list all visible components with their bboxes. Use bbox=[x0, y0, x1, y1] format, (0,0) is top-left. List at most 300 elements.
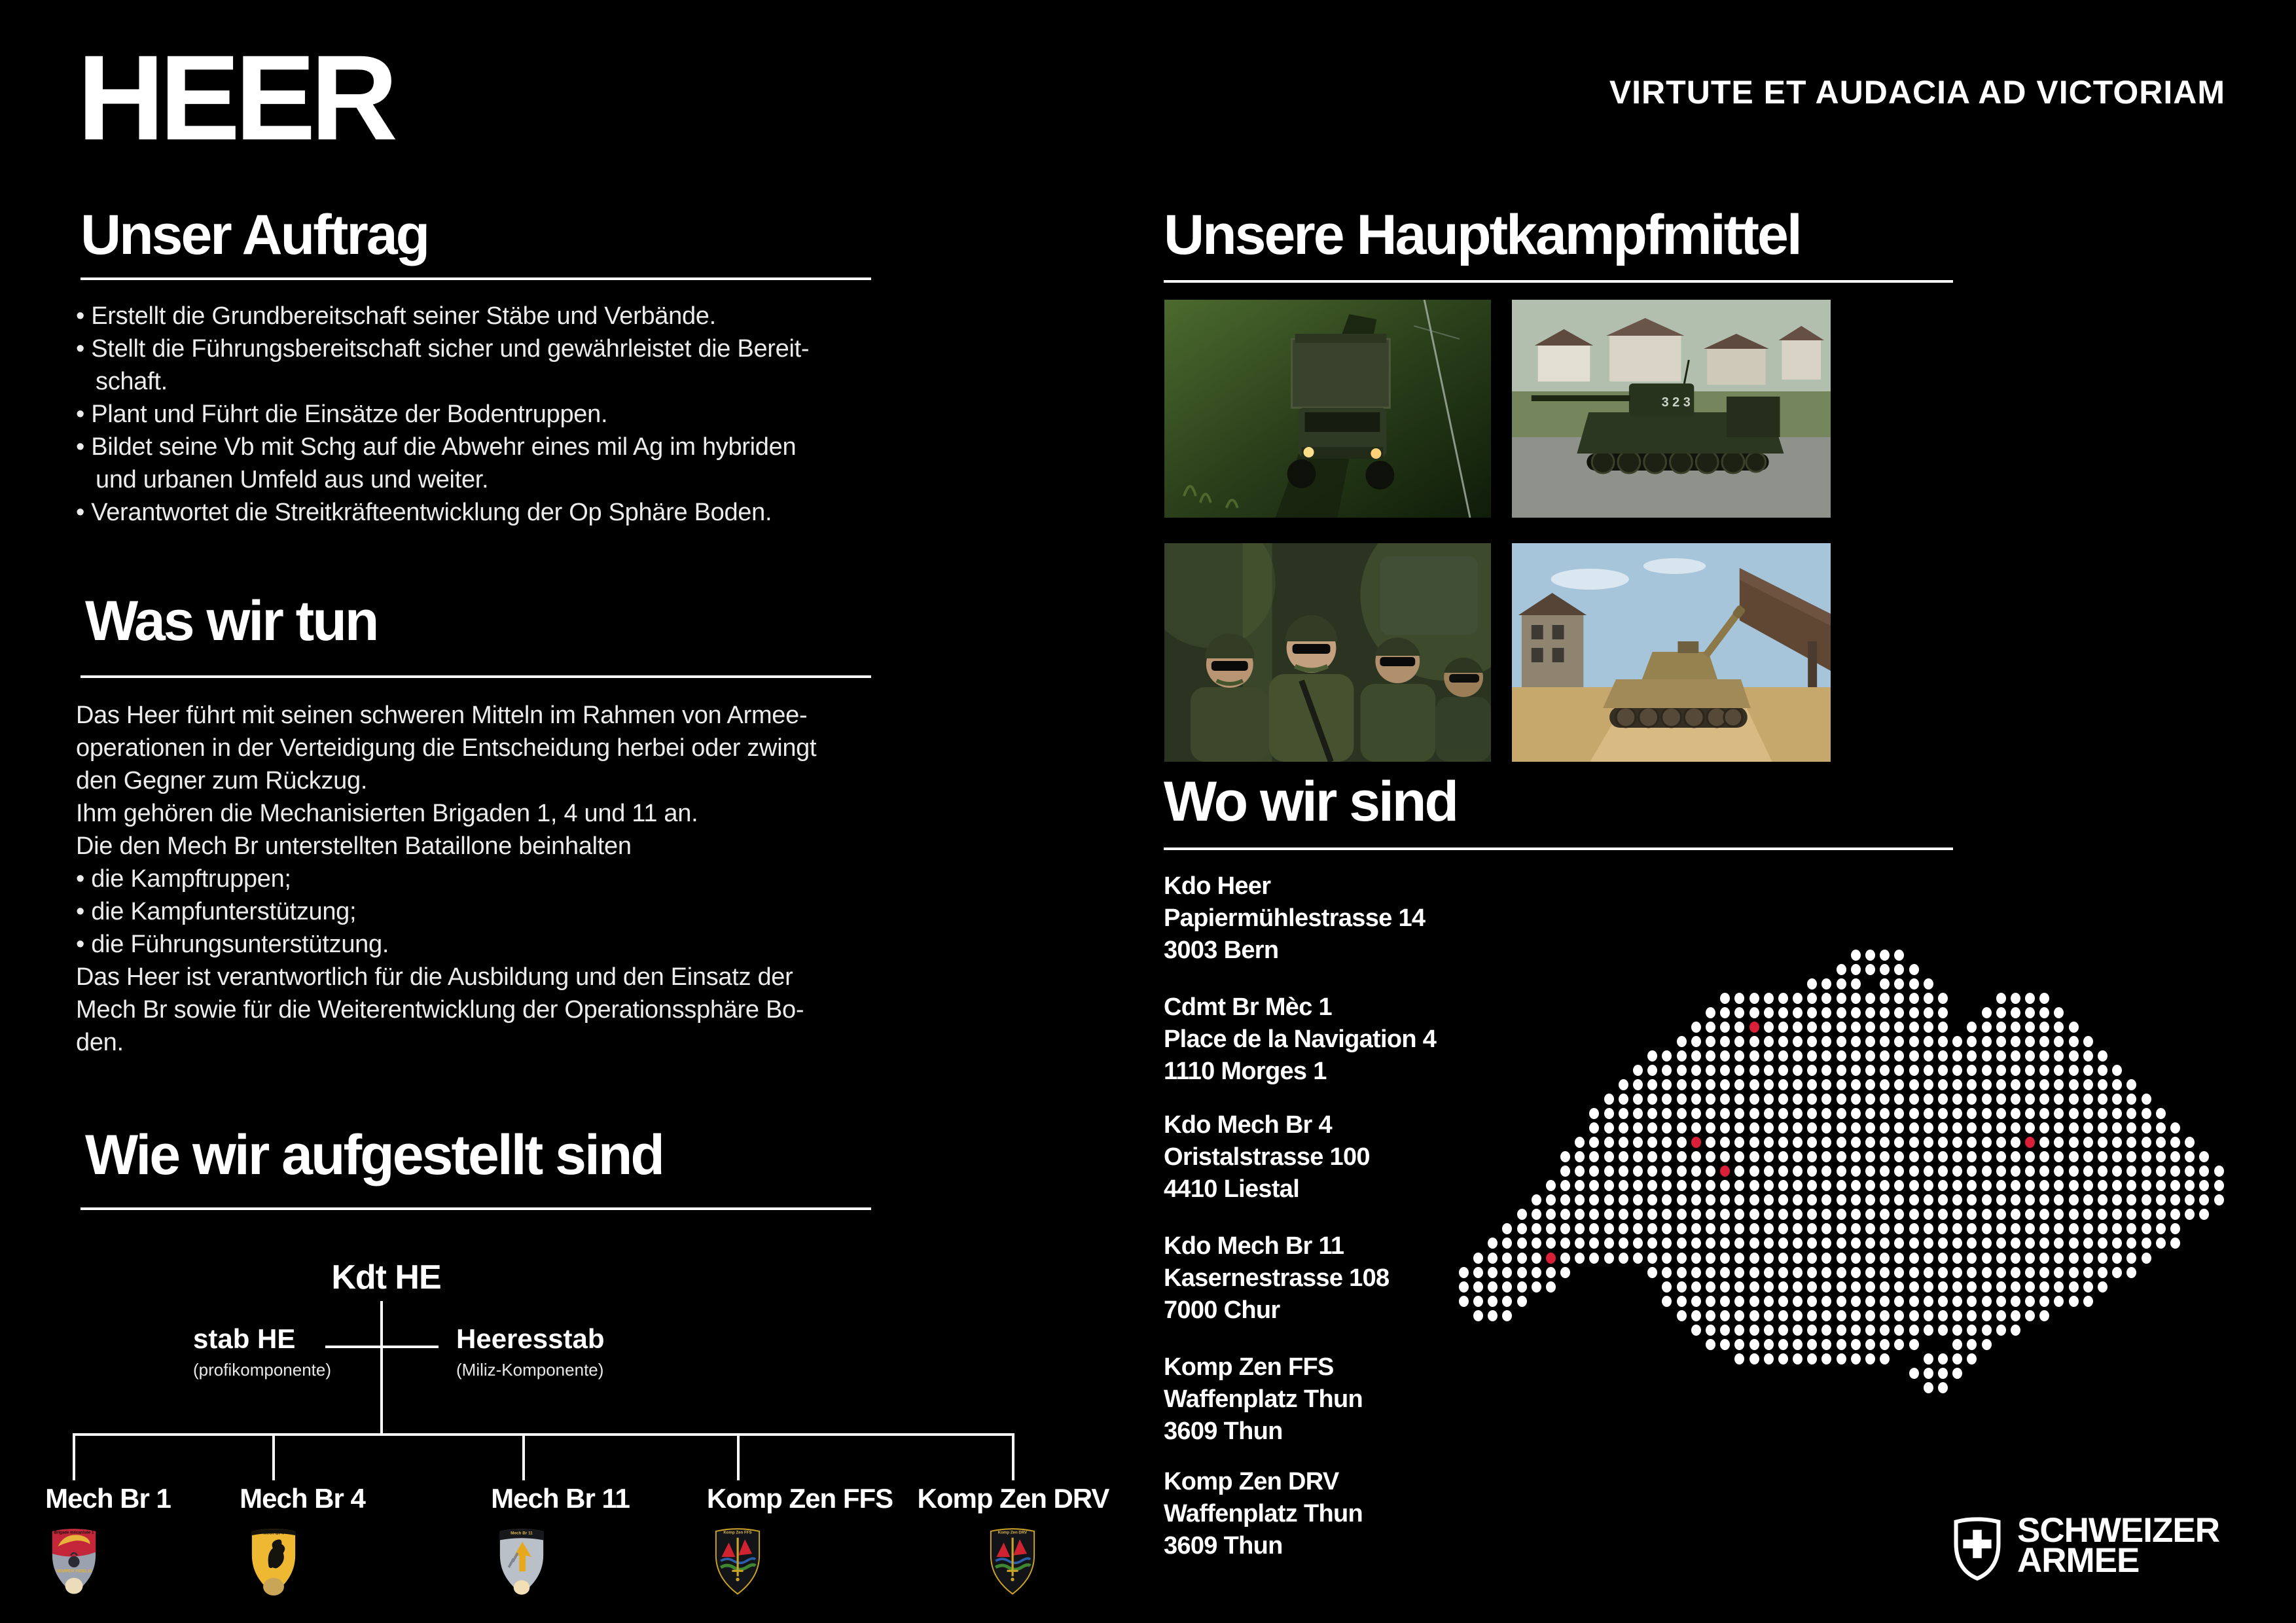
map-dot bbox=[1677, 1094, 1687, 1105]
map-dot bbox=[1821, 993, 1831, 1004]
map-dot bbox=[2054, 1007, 2064, 1018]
map-empty-cell bbox=[2069, 1382, 2079, 1393]
map-dot bbox=[1924, 1151, 1933, 1162]
map-empty-cell bbox=[2069, 950, 2079, 961]
map-empty-cell bbox=[1459, 1209, 1469, 1220]
map-dot bbox=[1894, 1022, 1904, 1033]
map-dot bbox=[2098, 1180, 2108, 1191]
map-empty-cell bbox=[1662, 1310, 1672, 1321]
map-empty-cell bbox=[2069, 964, 2079, 975]
map-empty-cell bbox=[1619, 993, 1628, 1004]
map-dot bbox=[1909, 1238, 1919, 1249]
map-dot bbox=[1880, 1036, 1890, 1047]
map-dot bbox=[2069, 1209, 2079, 1220]
map-dot bbox=[1851, 1223, 1861, 1234]
map-empty-cell bbox=[2156, 1296, 2166, 1307]
map-dot bbox=[2083, 1137, 2093, 1148]
svg-text:Mech Br 11: Mech Br 11 bbox=[511, 1531, 533, 1536]
map-dot bbox=[1880, 1050, 1890, 1061]
map-dot bbox=[1720, 993, 1730, 1004]
map-dot bbox=[1706, 1194, 1715, 1205]
map-dot bbox=[1633, 1180, 1643, 1191]
map-empty-cell bbox=[2098, 1368, 2108, 1379]
map-dot bbox=[1706, 1209, 1715, 1220]
map-dot bbox=[1924, 1122, 1933, 1133]
map-empty-cell bbox=[1444, 1022, 1454, 1033]
map-dot bbox=[1909, 1007, 1919, 1018]
map-dot bbox=[1851, 1166, 1861, 1177]
map-dot bbox=[1851, 964, 1861, 975]
map-dot bbox=[1517, 1238, 1527, 1249]
map-empty-cell bbox=[1604, 1368, 1614, 1379]
map-dot bbox=[1793, 1209, 1803, 1220]
map-dot bbox=[1982, 1194, 1992, 1205]
map-dot bbox=[1996, 1137, 2006, 1148]
map-empty-cell bbox=[1502, 1007, 1512, 1018]
map-dot bbox=[1880, 1180, 1890, 1191]
map-empty-cell bbox=[1967, 978, 1977, 990]
map-empty-cell bbox=[1706, 993, 1715, 1004]
map-dot bbox=[2142, 1094, 2151, 1105]
map-dot bbox=[1880, 1209, 1890, 1220]
map-empty-cell bbox=[1720, 1382, 1730, 1393]
map-dot bbox=[1982, 1238, 1992, 1249]
map-dot bbox=[2156, 1223, 2166, 1234]
map-dot bbox=[1952, 1079, 1962, 1090]
map-dot bbox=[2025, 1122, 2035, 1133]
map-dot bbox=[1967, 1166, 1977, 1177]
map-dot bbox=[2199, 1151, 2209, 1162]
map-empty-cell bbox=[1459, 1368, 1469, 1379]
map-dot bbox=[2185, 1166, 2195, 1177]
map-dot bbox=[1488, 1267, 1498, 1278]
map-dot bbox=[1706, 1325, 1715, 1336]
map-empty-cell bbox=[2098, 1339, 2108, 1350]
map-empty-cell bbox=[1502, 1180, 1512, 1191]
map-empty-cell bbox=[1560, 1339, 1570, 1350]
map-empty-cell bbox=[2069, 993, 2079, 1004]
map-empty-cell bbox=[2112, 964, 2122, 975]
map-empty-cell bbox=[1865, 1382, 1875, 1393]
map-dot bbox=[1749, 1122, 1759, 1133]
map-empty-cell bbox=[1589, 1065, 1599, 1076]
ifv-road-photo bbox=[1512, 300, 1831, 518]
map-empty-cell bbox=[1647, 1368, 1657, 1379]
map-dot bbox=[1691, 1325, 1701, 1336]
map-empty-cell bbox=[1444, 1368, 1454, 1379]
map-empty-cell bbox=[2199, 978, 2209, 990]
map-empty-cell bbox=[1647, 978, 1657, 990]
map-dot bbox=[1851, 993, 1861, 1004]
map-dot bbox=[1793, 1166, 1803, 1177]
map-empty-cell bbox=[1546, 1353, 1556, 1364]
map-dot bbox=[1821, 1194, 1831, 1205]
map-empty-cell bbox=[2098, 1353, 2108, 1364]
map-empty-cell bbox=[1488, 1166, 1498, 1177]
mission-bullet-line: • Plant und Führt die Einsätze der Bodentruppen. bbox=[76, 401, 608, 428]
map-dot bbox=[1880, 950, 1890, 961]
map-empty-cell bbox=[2199, 1022, 2209, 1033]
map-empty-cell bbox=[1459, 1253, 1469, 1264]
map-empty-cell bbox=[1589, 1094, 1599, 1105]
map-empty-cell bbox=[1502, 1209, 1512, 1220]
what-we-do-line: • die Kampftruppen; bbox=[76, 865, 291, 893]
map-dot bbox=[1880, 1238, 1890, 1249]
map-empty-cell bbox=[1444, 1108, 1454, 1119]
map-empty-cell bbox=[1734, 964, 1744, 975]
map-empty-cell bbox=[2142, 1325, 2151, 1336]
map-dot bbox=[1720, 1209, 1730, 1220]
map-dot bbox=[1982, 1151, 1992, 1162]
map-empty-cell bbox=[1894, 1353, 1904, 1364]
map-empty-cell bbox=[2199, 1036, 2209, 1047]
map-empty-cell bbox=[1560, 1050, 1570, 1061]
map-dot bbox=[1764, 1281, 1774, 1293]
map-dot bbox=[1778, 1122, 1788, 1133]
map-dot bbox=[1821, 1151, 1831, 1162]
map-empty-cell bbox=[2156, 1007, 2166, 1018]
map-empty-cell bbox=[1517, 1036, 1527, 1047]
map-dot bbox=[1909, 1194, 1919, 1205]
map-dot bbox=[1880, 993, 1890, 1004]
map-dot bbox=[1662, 1108, 1672, 1119]
map-dot bbox=[1982, 1339, 1992, 1350]
map-dot bbox=[1865, 1310, 1875, 1321]
map-dot bbox=[2214, 1194, 2224, 1205]
address-line: Kdo Heer bbox=[1164, 872, 1271, 900]
map-dot bbox=[1821, 1180, 1831, 1191]
map-empty-cell bbox=[1502, 1022, 1512, 1033]
map-dot bbox=[1938, 1065, 1948, 1076]
map-dot bbox=[1837, 993, 1846, 1004]
map-empty-cell bbox=[1619, 1281, 1628, 1293]
map-empty-cell bbox=[1749, 964, 1759, 975]
map-dot bbox=[2011, 1065, 2020, 1076]
map-dot bbox=[1662, 1209, 1672, 1220]
map-dot bbox=[1880, 1137, 1890, 1148]
map-empty-cell bbox=[1560, 1325, 1570, 1336]
map-dot bbox=[1575, 1253, 1585, 1264]
section-underline bbox=[81, 675, 871, 678]
map-empty-cell bbox=[1982, 950, 1992, 961]
map-empty-cell bbox=[1575, 978, 1585, 990]
map-dot bbox=[2039, 1137, 2049, 1148]
map-dot bbox=[1778, 1079, 1788, 1090]
map-empty-cell bbox=[2214, 978, 2224, 990]
map-empty-cell bbox=[2112, 1353, 2122, 1364]
map-dot bbox=[1821, 1036, 1831, 1047]
map-empty-cell bbox=[1546, 964, 1556, 975]
map-dot bbox=[1764, 1180, 1774, 1191]
map-dot bbox=[1924, 1253, 1933, 1264]
map-empty-cell bbox=[1444, 1267, 1454, 1278]
map-dot bbox=[1575, 1137, 1585, 1148]
map-empty-cell bbox=[1488, 1194, 1498, 1205]
map-dot bbox=[1662, 1166, 1672, 1177]
map-dot bbox=[1633, 1209, 1643, 1220]
map-dot bbox=[1880, 1151, 1890, 1162]
map-empty-cell bbox=[1459, 1353, 1469, 1364]
map-empty-cell bbox=[2025, 978, 2035, 990]
map-dot bbox=[2112, 1223, 2122, 1234]
map-dot bbox=[1851, 1122, 1861, 1133]
map-dot bbox=[2054, 1137, 2064, 1148]
map-empty-cell bbox=[1532, 1151, 1541, 1162]
map-dot bbox=[2126, 1094, 2136, 1105]
map-dot bbox=[1778, 1194, 1788, 1205]
map-dot bbox=[1837, 1209, 1846, 1220]
map-dot bbox=[1952, 1094, 1962, 1105]
map-dot bbox=[1706, 1166, 1715, 1177]
address-block bbox=[1164, 870, 1425, 967]
map-empty-cell bbox=[2039, 1382, 2049, 1393]
map-dot bbox=[1778, 1094, 1788, 1105]
map-dot bbox=[1982, 1036, 1992, 1047]
map-dot bbox=[1909, 1368, 1919, 1379]
map-empty-cell bbox=[2142, 1310, 2151, 1321]
map-dot bbox=[1894, 1050, 1904, 1061]
map-empty-cell bbox=[1764, 978, 1774, 990]
map-dot bbox=[1764, 1094, 1774, 1105]
map-empty-cell bbox=[1473, 1238, 1483, 1249]
map-dot bbox=[1807, 1065, 1817, 1076]
map-dot bbox=[1909, 1108, 1919, 1119]
map-empty-cell bbox=[2185, 964, 2195, 975]
map-empty-cell bbox=[2214, 1209, 2224, 1220]
map-dot bbox=[1807, 1281, 1817, 1293]
map-empty-cell bbox=[1633, 978, 1643, 990]
map-empty-cell bbox=[1952, 1007, 1962, 1018]
map-empty-cell bbox=[2185, 993, 2195, 1004]
map-dot bbox=[1880, 1022, 1890, 1033]
map-dot bbox=[1734, 1238, 1744, 1249]
map-dot bbox=[2126, 1122, 2136, 1133]
map-dot bbox=[1821, 1223, 1831, 1234]
map-dot bbox=[1924, 1065, 1933, 1076]
map-dot bbox=[1837, 1094, 1846, 1105]
map-empty-cell bbox=[1691, 1007, 1701, 1018]
map-dot bbox=[1647, 1180, 1657, 1191]
map-empty-cell bbox=[1444, 1065, 1454, 1076]
map-empty-cell bbox=[1488, 1094, 1498, 1105]
map-dot bbox=[1982, 1050, 1992, 1061]
map-dot bbox=[1894, 1339, 1904, 1350]
map-dot bbox=[1749, 1223, 1759, 1234]
what-we-do-line: operationen in der Verteidigung die Entscheidung herbei oder zwingt bbox=[76, 734, 817, 762]
map-empty-cell bbox=[1517, 1368, 1527, 1379]
map-dot bbox=[1459, 1281, 1469, 1293]
map-dot bbox=[1894, 1079, 1904, 1090]
map-empty-cell bbox=[1532, 1368, 1541, 1379]
map-dot bbox=[1604, 1209, 1614, 1220]
map-dot bbox=[1691, 1180, 1701, 1191]
map-dot bbox=[2025, 1194, 2035, 1205]
map-empty-cell bbox=[2126, 978, 2136, 990]
map-dot bbox=[1880, 1007, 1890, 1018]
map-empty-cell bbox=[1837, 1368, 1846, 1379]
map-empty-cell bbox=[1488, 964, 1498, 975]
map-dot bbox=[1880, 1281, 1890, 1293]
map-dot bbox=[1865, 1050, 1875, 1061]
map-dot bbox=[1894, 1209, 1904, 1220]
map-empty-cell bbox=[1532, 1339, 1541, 1350]
map-dot bbox=[1938, 1079, 1948, 1090]
map-empty-cell bbox=[1691, 1339, 1701, 1350]
map-dot bbox=[2039, 1209, 2049, 1220]
map-empty-cell bbox=[2170, 1065, 2180, 1076]
map-dot bbox=[1996, 1065, 2006, 1076]
map-dot bbox=[2054, 1296, 2064, 1307]
map-empty-cell bbox=[1589, 1281, 1599, 1293]
map-empty-cell bbox=[2156, 1065, 2166, 1076]
map-empty-cell bbox=[1647, 993, 1657, 1004]
section-underline bbox=[1164, 847, 1953, 850]
map-dot bbox=[2170, 1166, 2180, 1177]
map-empty-cell bbox=[2170, 1094, 2180, 1105]
map-empty-cell bbox=[1734, 1382, 1744, 1393]
map-dot bbox=[1734, 1079, 1744, 1090]
map-dot bbox=[1952, 1180, 1962, 1191]
map-dot bbox=[2025, 1166, 2035, 1177]
map-empty-cell bbox=[2199, 1368, 2209, 1379]
map-dot bbox=[1982, 1267, 1992, 1278]
map-empty-cell bbox=[2142, 1281, 2151, 1293]
map-empty-cell bbox=[1546, 1022, 1556, 1033]
map-dot bbox=[2156, 1209, 2166, 1220]
map-dot bbox=[1720, 1223, 1730, 1234]
address-line: Papiermühlestrasse 14 bbox=[1164, 904, 1426, 932]
map-dot bbox=[1952, 1065, 1962, 1076]
map-empty-cell bbox=[2156, 1267, 2166, 1278]
map-dot bbox=[1837, 1180, 1846, 1191]
map-dot bbox=[1517, 1223, 1527, 1234]
map-empty-cell bbox=[1589, 993, 1599, 1004]
map-empty-cell bbox=[2126, 1065, 2136, 1076]
map-empty-cell bbox=[2126, 1036, 2136, 1047]
map-empty-cell bbox=[1532, 950, 1541, 961]
map-empty-cell bbox=[2214, 1368, 2224, 1379]
map-dot bbox=[1967, 1050, 1977, 1061]
map-dot bbox=[2054, 1253, 2064, 1264]
map-dot bbox=[1894, 1094, 1904, 1105]
map-empty-cell bbox=[1604, 1079, 1614, 1090]
map-empty-cell bbox=[1502, 1339, 1512, 1350]
map-empty-cell bbox=[2011, 1382, 2020, 1393]
map-dot bbox=[1793, 1180, 1803, 1191]
unit-badge-mech-br-11 bbox=[497, 1525, 546, 1596]
map-empty-cell bbox=[1560, 1122, 1570, 1133]
map-empty-cell bbox=[2142, 950, 2151, 961]
map-dot bbox=[1909, 1209, 1919, 1220]
map-dot bbox=[2025, 1209, 2035, 1220]
map-empty-cell bbox=[1589, 1325, 1599, 1336]
map-dot bbox=[1837, 1238, 1846, 1249]
map-dot bbox=[1938, 1166, 1948, 1177]
map-empty-cell bbox=[1488, 1223, 1498, 1234]
map-empty-cell bbox=[1532, 1296, 1541, 1307]
map-empty-cell bbox=[1444, 978, 1454, 990]
map-empty-cell bbox=[2199, 1065, 2209, 1076]
map-dot bbox=[2039, 1022, 2049, 1033]
map-dot bbox=[1706, 1022, 1715, 1033]
map-dot bbox=[1924, 1368, 1933, 1379]
map-empty-cell bbox=[1473, 978, 1483, 990]
map-empty-cell bbox=[1546, 1310, 1556, 1321]
map-dot bbox=[1502, 1296, 1512, 1307]
map-empty-cell bbox=[2214, 1094, 2224, 1105]
map-dot bbox=[1604, 1253, 1614, 1264]
map-dot bbox=[1982, 1065, 1992, 1076]
map-dot bbox=[1821, 1339, 1831, 1350]
map-dot bbox=[1560, 1180, 1570, 1191]
map-empty-cell bbox=[2156, 1382, 2166, 1393]
map-empty-cell bbox=[2083, 993, 2093, 1004]
map-empty-cell bbox=[2126, 1353, 2136, 1364]
map-empty-cell bbox=[1575, 1382, 1585, 1393]
map-dot bbox=[1647, 1166, 1657, 1177]
map-dot bbox=[1938, 1281, 1948, 1293]
map-dot bbox=[1909, 1253, 1919, 1264]
map-dot bbox=[1560, 1223, 1570, 1234]
map-dot bbox=[1502, 1253, 1512, 1264]
map-empty-cell bbox=[2214, 1339, 2224, 1350]
map-empty-cell bbox=[1546, 1007, 1556, 1018]
map-dot bbox=[1909, 1310, 1919, 1321]
map-empty-cell bbox=[1807, 1368, 1817, 1379]
map-dot bbox=[1865, 964, 1875, 975]
map-dot bbox=[2083, 1036, 2093, 1047]
map-dot bbox=[2011, 1166, 2020, 1177]
map-dot bbox=[1604, 1122, 1614, 1133]
map-dot bbox=[1604, 1194, 1614, 1205]
map-dot bbox=[1647, 1079, 1657, 1090]
map-dot bbox=[1734, 1007, 1744, 1018]
map-empty-cell bbox=[2170, 1036, 2180, 1047]
map-dot bbox=[1851, 1180, 1861, 1191]
map-empty-cell bbox=[2214, 1238, 2224, 1249]
mission-bullet-line: • Stellt die Führungsbereitschaft sicher und gewährleistet die Bereit- bbox=[76, 335, 810, 363]
map-dot bbox=[1720, 1022, 1730, 1033]
map-dot bbox=[1764, 993, 1774, 1004]
map-dot bbox=[1560, 1267, 1570, 1278]
map-empty-cell bbox=[1604, 950, 1614, 961]
map-empty-cell bbox=[1589, 950, 1599, 961]
map-empty-cell bbox=[2025, 1339, 2035, 1350]
map-dot bbox=[1633, 1151, 1643, 1162]
map-dot bbox=[2054, 1036, 2064, 1047]
map-dot bbox=[1996, 1036, 2006, 1047]
map-dot bbox=[2083, 1267, 2093, 1278]
map-dot bbox=[1575, 1223, 1585, 1234]
map-dot bbox=[1909, 1122, 1919, 1133]
map-dot bbox=[1938, 1180, 1948, 1191]
map-dot bbox=[1996, 1267, 2006, 1278]
map-dot bbox=[1851, 1137, 1861, 1148]
map-dot bbox=[1851, 1339, 1861, 1350]
map-empty-cell bbox=[2039, 978, 2049, 990]
map-dot bbox=[2126, 1253, 2136, 1264]
map-empty-cell bbox=[2126, 1310, 2136, 1321]
map-empty-cell bbox=[1444, 1209, 1454, 1220]
map-empty-cell bbox=[1647, 1007, 1657, 1018]
map-dot bbox=[2112, 1180, 2122, 1191]
map-empty-cell bbox=[1619, 1339, 1628, 1350]
map-empty-cell bbox=[2170, 993, 2180, 1004]
map-dot bbox=[1865, 1166, 1875, 1177]
map-empty-cell bbox=[1473, 993, 1483, 1004]
map-empty-cell bbox=[2214, 1122, 2224, 1133]
map-dot bbox=[2098, 1166, 2108, 1177]
